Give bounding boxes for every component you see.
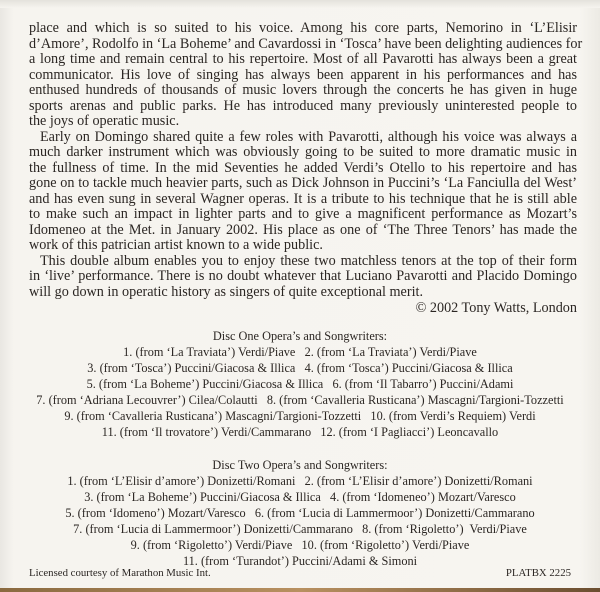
paragraph-line: the fullness of time. In the mid Seventies he added Verdi’s Otello to his repertoire and has (29, 159, 577, 176)
copyright-credit: © 2002 Tony Watts, London (415, 300, 577, 316)
paragraph-line: d’Amore’, Rodolfo in ‘La Boheme’ and Cavardossi in ‘Tosca’ have been delighting audiences for (29, 35, 583, 52)
disc-two-heading: Disc Two Opera’s and Songwriters: (212, 458, 388, 472)
paragraph-line: in ‘live’ performance. There is no doubt whatever that Luciano Pavarotti and Placido Domingo (29, 268, 577, 284)
track-line: 9. (from ‘Cavalleria Rusticana’) Mascagni/Targioni-Tozzetti 10. (from Verdi’s Requiem) Verdi (64, 409, 536, 423)
track-line: 11. (from ‘Il trovatore’) Verdi/Cammarano 12. (from ‘I Pagliacci’) Leoncavallo (101, 425, 499, 439)
page-shadow (0, 0, 600, 8)
disc-one-heading: Disc One Opera’s and Songwriters: (212, 329, 388, 343)
track-line: 9. (from ‘Rigoletto’) Verdi/Piave 10. (from ‘Rigoletto’) Verdi/Piave (130, 538, 470, 552)
track-line: 1. (from ‘La Traviata’) Verdi/Piave 2. (from ‘La Traviata’) Verdi/Piave (123, 345, 477, 359)
paragraph-line: work of this patrician artist known to a wide public. (29, 237, 323, 253)
paragraph-line: much darker instrument which was obviously going to be suited to more dramatic music in (29, 144, 577, 160)
paragraph-line: enthused hundreds of thousands of music lovers through the concerts he has given in huge (29, 82, 577, 98)
paragraph-line: will go down in operatic history as singers of quite exceptional merit. (29, 283, 424, 300)
paragraph-line: This double album enables you to enjoy these two matchless tenors at the top of their form (40, 252, 577, 269)
track-line: 11. (from ‘Turandot’) Puccini/Adami & Simoni (182, 554, 418, 568)
paragraph-line: and has even sung in several Wagner operas. It is a tribute to his technique that he is still able (29, 190, 577, 207)
track-line: 5. (from ‘La Boheme’) Puccini/Giacosa & Illica 6. (from ‘Il Tabarro’) Puccini/Adami (86, 377, 514, 391)
paragraph-line: place and which is so suited to his voice. Among his core parts, Nemorino in ‘L’Elisir (29, 20, 577, 36)
paragraph-line: Early on Domingo shared quite a few roles with Pavarotti, although his voice was always a (40, 128, 577, 145)
page-edge (0, 588, 600, 592)
disc-two-tracklist (0, 457, 600, 569)
liner-notes (29, 20, 583, 317)
track-line: 1. (from ‘L’Elisir d’amore’) Donizetti/Romani 2. (from ‘L’Elisir d’amore’) Donizetti/Romani (67, 474, 533, 488)
paragraph-line: Idomeneo at the Met. in January 2002. His place as one of ‘The Three Tenors’ has made the (29, 221, 577, 238)
paragraph-line: gone on to tackle much heavier parts, such as Dick Johnson in Puccini’s ‘La Fanciulla del West’ (29, 175, 577, 191)
track-line: 5. (from ‘Idomeno’) Mozart/Varesco 6. (from ‘Lucia di Lammermoor’) Donizetti/Cammarano (65, 506, 535, 520)
paragraph-line: to make such an impact in lighter parts and to give a magnificent performance as Mozart’s (29, 206, 577, 222)
track-line: 7. (from ‘Lucia di Lammermoor’) Donizetti/Cammarano 8. (from ‘Rigoletto’) Verdi/Piave (73, 522, 527, 536)
track-line: 3. (from ‘Tosca’) Puccini/Giacosa & Illica 4. (from ‘Tosca’) Puccini/Giacosa & Illica (87, 361, 513, 375)
track-line: 7. (from ‘Adriana Lecouvrer’) Cilea/Colautti 8. (from ‘Cavalleria Rusticana’) Mascagni/Targioni-Tozzetti (36, 393, 564, 407)
paragraph-line: sports arenas and public parks. He has introduced many previously uninterested people to (29, 97, 577, 114)
catalog-number: PLATBX 2225 (505, 567, 571, 579)
paragraph-line: a long time and remain central to his repertoire. Most of all Pavarotti has always been a great (29, 51, 577, 67)
track-line: 3. (from ‘La Boheme’) Puccini/Giacosa & Illica 4. (from ‘Idomeneo’) Mozart/Varesco (84, 490, 516, 504)
disc-one-tracklist (0, 328, 600, 440)
paragraph-line: communicator. His love of singing has always been apparent in his performances and has (29, 66, 577, 83)
license-text: Licensed courtesy of Marathon Music Int. (29, 567, 211, 579)
paragraph-line: the joys of operatic music. (29, 113, 180, 129)
